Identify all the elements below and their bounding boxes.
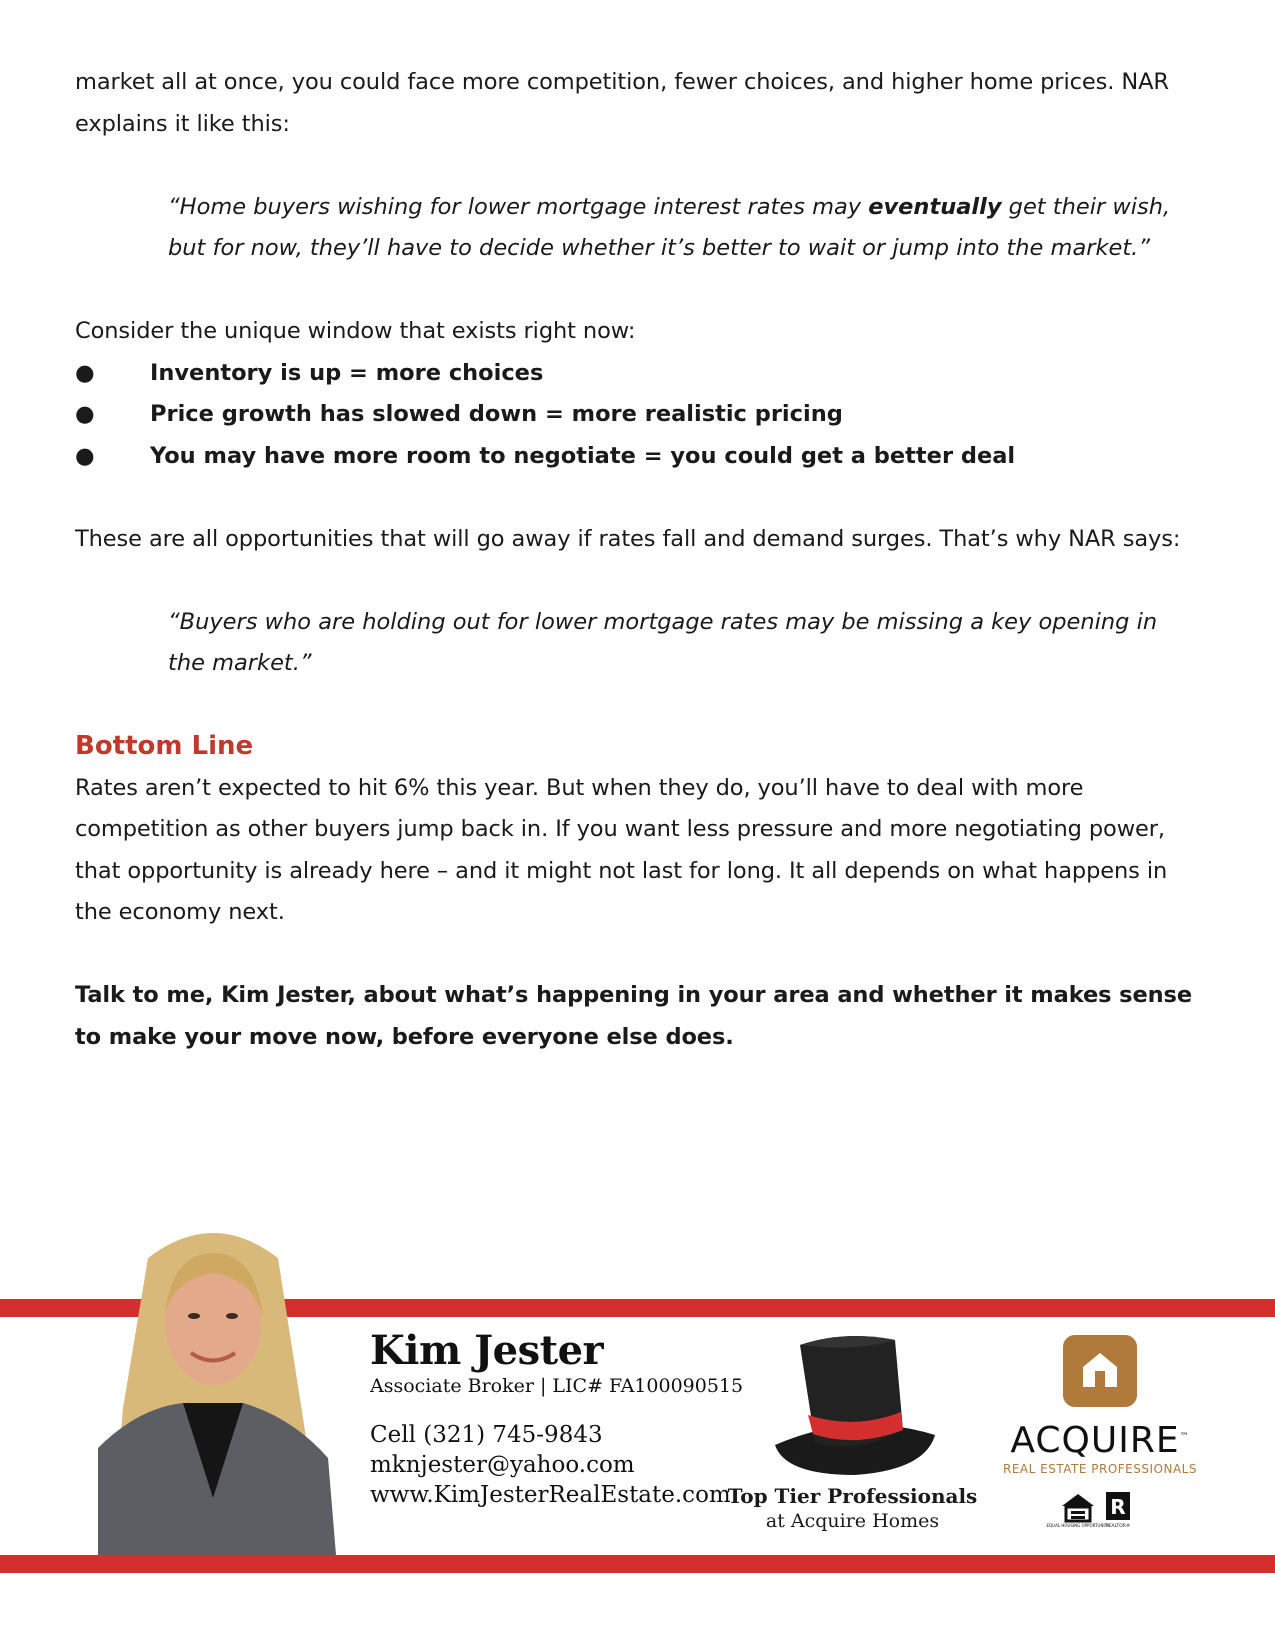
team-name-line-1: Top Tier Professionals — [727, 1484, 978, 1508]
paragraph-intro: market all at once, you could face more competition, fewer choices, and higher home prices. NAR explains it like this: — [75, 69, 1169, 137]
realtor-text: REALTOR® — [1105, 1524, 1131, 1529]
team-name-line-2: at Acquire Homes — [765, 1510, 940, 1532]
paragraph-opportunities: These are all opportunities that will go away if rates fall and demand surges. That’s why NAR says: — [75, 525, 1181, 552]
footer-band-bottom — [0, 1555, 1275, 1573]
agent-title: Associate Broker | LIC# FA100090515 — [370, 1375, 744, 1397]
quote-1-part-b: get their wish, but for now, they’ll have to decide whether it’s better to wait or jump into the market.” — [168, 193, 1171, 261]
paragraph-bottom-line: Rates aren’t expected to hit 6% this year. But when they do, you’ll have to deal with more competition as other buyers jump back in. If you want less pressure and more negotiating power, that opportunity is already here – and it might not last for long. It all depends on what happens in the economy next. — [75, 774, 1168, 925]
agent-info — [370, 1328, 743, 1510]
top-hat-icon — [775, 1330, 935, 1480]
bullet-item — [75, 353, 1205, 395]
eho-text: EQUAL HOUSING OPPORTUNITY — [1046, 1523, 1110, 1528]
bullet-dot-icon: ● — [75, 442, 95, 469]
quote-1-emphasis: eventually — [868, 193, 1002, 220]
bullet-text: Price growth has slowed down = more realistic pricing — [150, 401, 843, 427]
agent-email: mknjester@yahoo.com — [370, 1452, 635, 1478]
bullet-dot-icon: ● — [75, 359, 95, 386]
article-body — [75, 62, 1205, 1058]
bullet-item — [75, 436, 1205, 478]
bullet-text: Inventory is up = more choices — [150, 359, 544, 386]
bullet-text: You may have more room to negotiate = you could get a better deal — [150, 442, 1016, 469]
equal-housing-realtor-icon — [1046, 1490, 1146, 1529]
brand-word: ACQUIRE — [1010, 1420, 1180, 1461]
house-logo-icon — [1063, 1335, 1137, 1407]
quote-nar-1 — [168, 187, 1198, 270]
team-name — [720, 1484, 985, 1533]
agent-cell: Cell (321) 745-9843 — [370, 1422, 603, 1448]
acquire-logo — [1000, 1335, 1200, 1477]
bullet-item — [75, 394, 1205, 436]
brand-tagline: REAL ESTATE PROFESSIONALS — [1003, 1462, 1197, 1476]
brand-name — [1000, 1417, 1200, 1461]
agent-photo — [78, 1218, 348, 1555]
paragraph-consider: Consider the unique window that exists right now: — [75, 318, 636, 344]
bullet-dot-icon: ● — [75, 401, 95, 427]
quote-1-part-a: “Home buyers wishing for lower mortgage interest rates may — [168, 193, 869, 220]
agent-name: Kim Jester — [370, 1327, 604, 1374]
bullet-list — [75, 353, 1205, 478]
svg-text:R: R — [1110, 1495, 1126, 1519]
trademark-mark: ™ — [1179, 1432, 1190, 1442]
section-heading: Bottom Line — [75, 731, 254, 761]
call-to-action: Talk to me, Kim Jester, about what’s happening in your area and whether it makes sense to make your move now, before everyone else does. — [75, 982, 1192, 1050]
quote-nar-2: “Buyers who are holding out for lower mortgage rates may be missing a key opening in the market.” — [168, 608, 1158, 676]
agent-website: www.KimJesterRealEstate.com — [370, 1482, 731, 1508]
